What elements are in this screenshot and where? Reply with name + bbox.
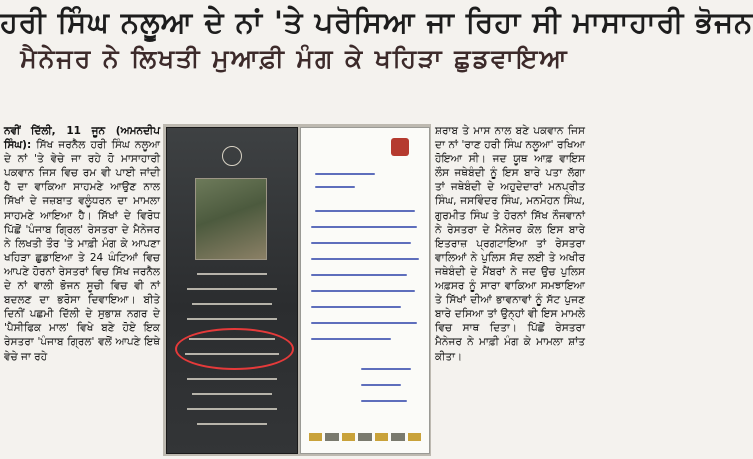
subheadline: ਮੈਨੇਜਰ ਨੇ ਲਿਖਤੀ ਮੁਆਫ਼ੀ ਮੰਗ ਕੇ ਖਹਿੜਾ ਛੁਡਵਾਇਆ <box>20 44 569 73</box>
handwriting-line <box>311 290 415 292</box>
letter-footer-logos <box>309 433 421 443</box>
handwriting-line <box>315 173 375 175</box>
article-body-left: ਸਿੱਖ ਜਰਨੈਲ ਹਰੀ ਸਿੰਘ ਨਲੂਆ ਦੇ ਨਾਂ 'ਤੇ ਵੇਚੇ ਜਾ ਰਹੇ ਹੋ ਮਾਸਾਹਾਰੀ ਪਕਵਾਨ ਜਿਸ ਵਿਚ ਰਮ ਵੀ ਪਾਈ ਜਾਂਦੀ ਹੈ ਦਾ ਵਾਕਿਆ ਸਾਹਮਣੇ ਆਉਣ ਨਾਲ ਸਿੱਖਾਂ ਦੇ ਜਜ਼ਬਾਤ ਵਲੂੰਧਰਨ ਦਾ ਮਾਮਲਾ ਸਾਹਮਣੇ ਆਇਆ ਹੈ। ਸਿੱਖਾਂ ਦੇ ਵਿਰੋਧ ਪਿੱਛੋਂ 'ਪੰਜਾਬ ਗ੍ਰਿਲ' ਰੇਸਤਰਾ ਦੇ ਮੈਨੇਜਰ ਨੇ ਲਿਖਤੀ ਤੌਰ 'ਤੇ ਮਾਫ਼ੀ ਮੰਗ ਕੇ ਆਪਣਾ ਖਹਿੜਾ ਛੁਡਾਇਆ ਤੇ 24 ਘੰਟਿਆਂ ਵਿਚ ਆਪਣੇ ਹੋਰਨਾਂ ਰੇਸਤਰਾਂ ਵਿਚ ਸਿੱਖ ਜਰਨੈਲ ਦੇ ਨਾਂ ਵਾਲੀ ਭੋਜਨ ਸੂਚੀ ਵਿਚ ਵੀ ਨਾਂ ਬਦਲਣ ਦਾ ਭਰੋਸਾ ਦਿਵਾਇਆ। ਬੀਤੇ ਦਿਨੀਂ ਪਛਮੀ ਦਿੱਲੀ ਦੇ ਸੁਭਾਸ਼ ਨਗਰ ਦੇ 'ਪੈਸੀਫਿਕ ਮਾਲ' ਵਿਖੇ ਬਣੇ ਹੋਏ ਇਕ ਰੇਸਤਰਾ 'ਪੰਜਾਬ ਗ੍ਰਿਲ' ਵਲੋਂ ਆਪਣੇ ਇਥੇ ਵੇਚੇ ਜਾ ਰਹੇ <box>4 139 160 363</box>
menu-board-photo <box>166 127 298 454</box>
menu-line <box>187 288 277 290</box>
menu-line <box>192 303 272 305</box>
handwriting-line <box>315 210 415 212</box>
highlight-circle <box>175 328 294 370</box>
menu-line <box>197 273 267 275</box>
headline: ਹਰੀ ਸਿੰਘ ਨਲੂਆ ਦੇ ਨਾਂ 'ਤੇ ਪਰੋਸਿਆ ਜਾ ਰਿਹਾ ਸੀ ਮਾਸਾਹਾਰੀ ਭੋਜਨ <box>0 5 753 39</box>
handwriting-line <box>315 186 355 188</box>
dateline: ਨਵੀਂ ਦਿੱਲੀ, 11 ਜੂਨ (ਅਮਨਦੀਪ ਸਿੰਘ): <box>4 125 160 152</box>
handwriting-line <box>311 306 401 308</box>
handwriting-line <box>311 226 417 228</box>
emblem-icon <box>222 146 242 166</box>
handwriting-line <box>311 322 417 324</box>
menu-line <box>192 393 272 395</box>
menu-line <box>197 423 267 425</box>
signature-line <box>361 400 407 402</box>
news-photo <box>163 124 431 456</box>
menu-line <box>187 378 277 380</box>
handwriting-line <box>361 384 401 386</box>
handwriting-line <box>361 368 411 370</box>
letterhead-logo-icon <box>391 138 409 156</box>
handwriting-line <box>311 258 419 260</box>
article-column-right: ਸ਼ਰਾਬ ਤੇ ਮਾਸ ਨਾਲ ਬਣੇ ਪਕਵਾਨ ਜਿਸ ਦਾ ਨਾਂ 'ਰਾਣ ਹਰੀ ਸਿੰਘ ਨਲੂਆ' ਰਖਿਆ ਹੋਇਆ ਸੀ। ਜਦ ਯੂਥ ਆਫ਼ ਵਾਇਸ ਲੌਸ ਜਥੇਬੰਦੀ ਨੂੰ ਇਸ ਬਾਰੇ ਪਤਾ ਲੱਗਾ ਤਾਂ ਜਥੇਬੰਦੀ ਦੇ ਅਹੁਦੇਦਾਰਾਂ ਮਨਪ੍ਰੀਤ ਸਿੰਘ, ਜਸਵਿੰਦਰ ਸਿੰਘ, ਮਨਮੋਹਨ ਸਿੰਘ, ਗੁਰਮੀਤ ਸਿੰਘ ਤੇ ਹੋਰਨਾਂ ਸਿੱਖ ਨੌਜਵਾਨਾਂ ਨੇ ਰੇਸਤਰਾ ਦੇ ਮੈਨੇਜਰ ਕੋਲ ਇਸ ਬਾਰੇ ਇਤਰਾਜ਼ ਪ੍ਰਗਟਾਇਆ ਤਾਂ ਰੇਸਤਰਾ ਵਾਲਿਆਂ ਨੇ ਪੁਲਿਸ ਸੱਦ ਲਈ ਤੇ ਅਖੀਰ ਜਥੇਬੰਦੀ ਦੇ ਮੈਂਬਰਾਂ ਨੇ ਜਦ ਉਚ ਪੁਲਿਸ ਅਫ਼ਸਰ ਨੂੰ ਸਾਰਾ ਵਾਕਿਆ ਸਮਝਾਇਆ ਤੇ ਸਿੱਖਾਂ ਦੀਆਂ ਭਾਵਨਾਵਾਂ ਨੂੰ ਸੱਟ ਪੁਜਣ ਬਾਰੇ ਦਸਿਆ ਤਾਂ ਉਨ੍ਹਾਂ ਵੀ ਇਸ ਮਾਮਲੇ ਵਿਚ ਸਾਥ ਦਿਤਾ। ਪਿੱਛੋਂ ਰੇਸਤਰਾ ਮੈਨੇਜਰ ਨੇ ਮਾਫ਼ੀ ਮੰਗ ਕੇ ਮਾਮਲਾ ਸ਼ਾਂਤ ਕੀਤਾ। <box>435 125 585 363</box>
portrait-painting <box>195 178 267 260</box>
handwriting-line <box>311 242 411 244</box>
handwriting-line <box>311 338 391 340</box>
menu-line <box>187 318 277 320</box>
menu-line <box>187 408 277 410</box>
handwriting-line <box>311 274 407 276</box>
article-column-left <box>4 124 160 454</box>
apology-letter-photo <box>300 127 430 454</box>
